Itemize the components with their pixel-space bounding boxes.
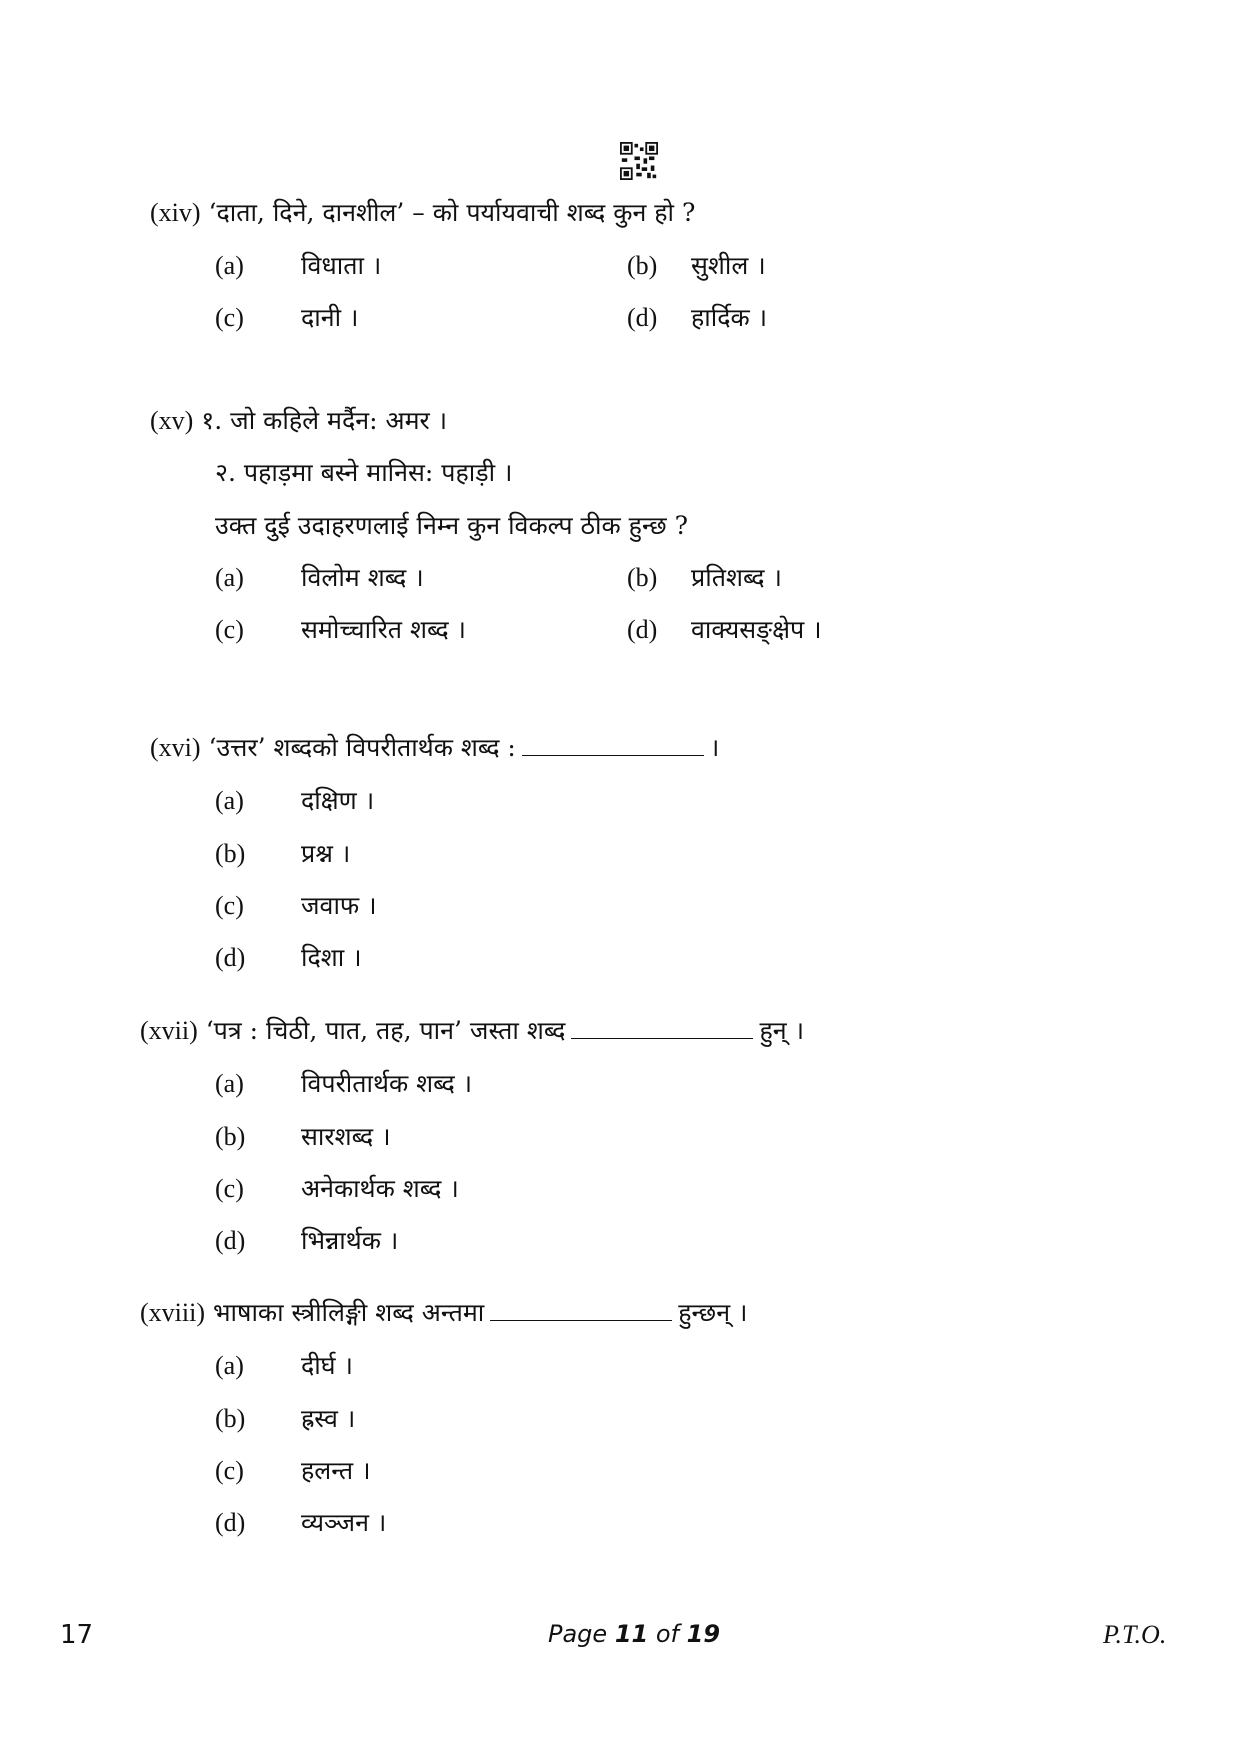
pto-label: P.T.O. <box>1103 1620 1167 1649</box>
option-text: हलन्त । <box>301 1456 371 1485</box>
qr-code <box>620 142 658 180</box>
option-a <box>215 562 424 594</box>
option-d <box>215 1507 386 1539</box>
answer-blank <box>571 1016 753 1039</box>
option-text: विपरीतार्थक शब्द । <box>301 1069 473 1098</box>
option-text: अनेकार्थक शब्द । <box>301 1174 459 1203</box>
option-d <box>215 942 362 974</box>
question-xvi <box>150 732 719 764</box>
question-text: ‘दाता, दिने, दानशील’ – को पर्यायवाची शब्द कुन हो ? <box>208 198 696 227</box>
option-text: सारशब्द । <box>301 1122 391 1151</box>
option-label: (c) <box>215 891 244 920</box>
option-label: (b) <box>627 563 658 592</box>
option-d <box>215 1225 398 1257</box>
option-label: (d) <box>215 1226 246 1255</box>
option-a <box>215 785 374 817</box>
option-label: (a) <box>215 1351 244 1380</box>
option-text: दीर्घ । <box>301 1351 353 1380</box>
question-number: (xvii) <box>140 1016 198 1045</box>
option-text: दिशा । <box>301 943 362 972</box>
option-label: (a) <box>215 1069 244 1098</box>
question-text-end: हुन्छन् । <box>678 1298 748 1327</box>
question-text: भाषाका स्त्रीलिङ्गी शब्द अन्तमा <box>212 1298 485 1327</box>
option-b <box>627 562 782 594</box>
option-label: (c) <box>215 615 244 644</box>
option-text: विलोम शब्द । <box>301 563 424 592</box>
page-number <box>548 1620 720 1648</box>
option-text: भिन्नार्थक । <box>301 1226 399 1255</box>
question-xviii <box>140 1297 748 1329</box>
option-a <box>215 1068 472 1100</box>
question-number: (xvi) <box>150 733 201 762</box>
option-d <box>627 302 767 334</box>
question-text: ‘उत्तर’ शब्दको विपरीतार्थक शब्द : <box>208 733 516 762</box>
option-text: विधाता । <box>301 251 382 280</box>
question-text-end: हुन् । <box>759 1016 805 1045</box>
option-label: (d) <box>627 615 658 644</box>
option-label: (b) <box>215 1122 246 1151</box>
option-text: जवाफ । <box>301 891 377 920</box>
question-number: (xviii) <box>140 1298 205 1327</box>
option-text: वाक्यसङ्क्षेप । <box>691 615 822 644</box>
option-label: (a) <box>215 251 244 280</box>
option-b <box>215 1403 355 1435</box>
answer-blank <box>522 733 704 756</box>
option-label: (d) <box>215 1508 246 1537</box>
answer-blank <box>490 1298 672 1321</box>
question-xv <box>150 405 447 437</box>
option-label: (c) <box>215 1456 244 1485</box>
option-b <box>215 1121 391 1153</box>
option-b <box>215 838 350 870</box>
option-d <box>627 614 822 646</box>
option-label: (a) <box>215 563 244 592</box>
option-text: व्यञ्जन । <box>301 1508 387 1537</box>
option-c <box>215 302 359 334</box>
question-text-line2: २. पहाड़मा बस्ने मानिस: पहाड़ी । <box>215 458 513 487</box>
option-c <box>215 1173 459 1205</box>
question-text-end: । <box>709 733 720 762</box>
page-word: Page <box>548 1620 608 1648</box>
question-number: (xiv) <box>150 198 201 227</box>
option-label: (b) <box>215 839 246 868</box>
option-label: (a) <box>215 786 244 815</box>
option-a <box>215 1350 353 1382</box>
option-b <box>627 250 766 282</box>
option-label: (b) <box>627 251 658 280</box>
page-current: 11 <box>614 1620 649 1648</box>
option-text: समोच्चारित शब्द । <box>301 615 467 644</box>
question-text-line3: उक्त दुई उदाहरणलाई निम्न कुन विकल्प ठीक हुन्छ ? <box>215 511 688 540</box>
option-text: दानी । <box>301 303 359 332</box>
option-a <box>215 250 381 282</box>
option-text: ह्रस्व । <box>301 1404 356 1433</box>
option-label: (c) <box>215 303 244 332</box>
option-label: (c) <box>215 1174 244 1203</box>
question-text: ‘पत्र : चिठी, पात, तह, पान’ जस्ता शब्द <box>205 1016 566 1045</box>
page-total: 19 <box>686 1620 721 1648</box>
option-label: (d) <box>627 303 658 332</box>
page-of: of <box>655 1620 680 1648</box>
option-label: (b) <box>215 1404 246 1433</box>
option-text: दक्षिण । <box>301 786 375 815</box>
option-label: (d) <box>215 943 246 972</box>
paper-code: 17 <box>60 1620 94 1650</box>
question-xvii <box>140 1015 804 1047</box>
option-c <box>215 1455 371 1487</box>
option-text: सुशील । <box>691 251 766 280</box>
question-number: (xv) <box>150 406 194 435</box>
option-text: प्रतिशब्द । <box>691 563 782 592</box>
option-text: हार्दिक । <box>691 303 768 332</box>
question-text-line1: १. जो कहिले मर्दैन: अमर । <box>201 406 448 435</box>
option-c <box>215 614 466 646</box>
option-text: प्रश्न । <box>301 839 351 868</box>
question-xiv <box>150 197 695 229</box>
option-c <box>215 890 377 922</box>
